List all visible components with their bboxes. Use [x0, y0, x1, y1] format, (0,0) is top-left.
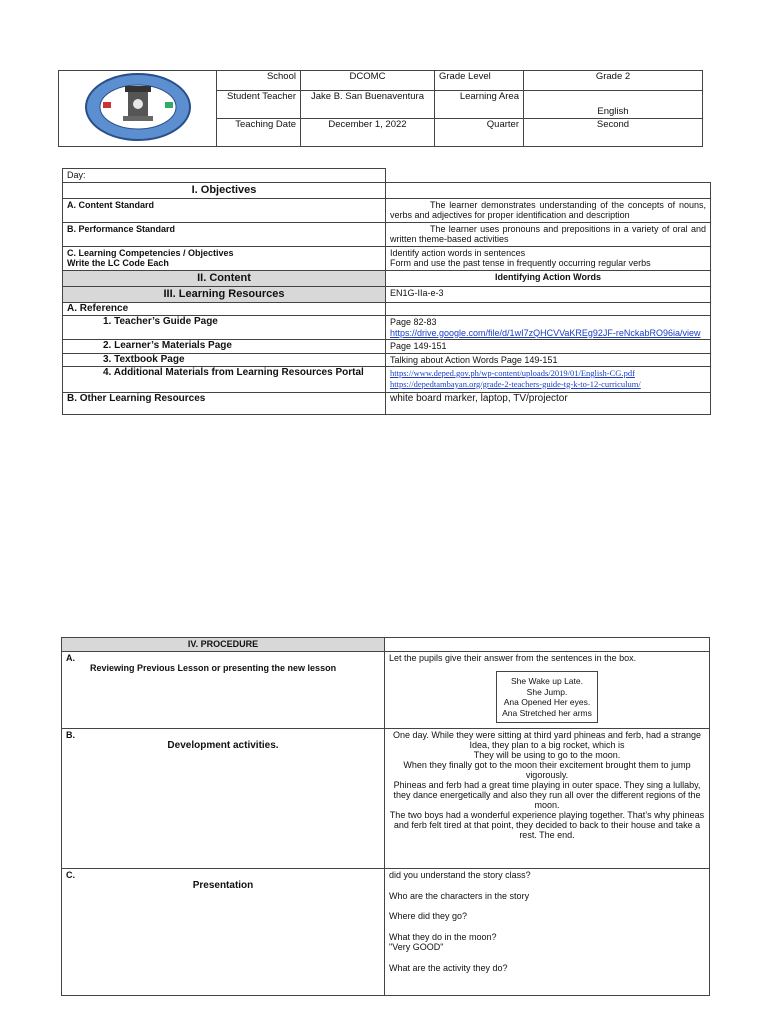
- content-standard-value: The learner demonstrates understanding of the concepts of nouns, verbs and adjectives for proper identification and description: [386, 198, 711, 222]
- teachers-guide-link[interactable]: https://drive.google.com/file/d/1wI7zQHCVVaKREg92JF-reNckabRO96ia/view: [390, 327, 701, 338]
- box-sentence: She Wake up Late.: [511, 676, 583, 686]
- additional-materials-value: [386, 367, 711, 393]
- grade-level-value: Grade 2: [524, 71, 703, 91]
- question: did you understand the story class?: [389, 870, 531, 880]
- additional-materials-link-2[interactable]: https://depedtambayan.org/grade-2-teachers-guide-tg-k-to-12-curriculum/: [390, 378, 641, 389]
- school-logo-cell: [59, 71, 217, 147]
- procedure-b-label-cell: [62, 729, 385, 869]
- story-line: When they finally got to the moon their excitement brought them to jump vigorously.: [403, 760, 691, 780]
- procedure-a-content: [385, 651, 710, 729]
- box-sentence: Ana Opened Her eyes.: [503, 697, 591, 707]
- teachers-guide-label: 1. Teacher’s Guide Page: [63, 316, 386, 340]
- question: What are the activity they do?: [389, 962, 508, 973]
- textbook-value: Talking about Action Words Page 149-151: [386, 353, 711, 367]
- procedure-a-letter: A.: [66, 652, 75, 663]
- content-standard-label: A. Content Standard: [63, 198, 386, 222]
- resources-code: EN1G-IIa-e-3: [386, 286, 711, 302]
- praise-text: "Very GOOD": [389, 942, 444, 952]
- content-section-title: II. Content: [63, 270, 386, 286]
- content-value: Identifying Action Words: [386, 270, 711, 286]
- competency-2: Form and use the past tense in frequently occurring regular verbs: [390, 258, 651, 268]
- quarter-value: Second: [524, 119, 703, 147]
- competencies-label-line1: C. Learning Competencies / Objectives: [67, 247, 234, 258]
- teachers-guide-value: [386, 316, 711, 340]
- question: What they do in the moon?: [389, 931, 497, 942]
- procedure-a-label-cell: [62, 651, 385, 729]
- procedure-table: [61, 637, 710, 996]
- presentation-questions: [385, 869, 710, 996]
- learning-area-label: Learning Area: [435, 91, 524, 119]
- performance-standard-label: B. Performance Standard: [63, 222, 386, 246]
- competencies-label-line2: Write the LC Code Each: [67, 258, 169, 268]
- story-line: One day. While they were sitting at third yard phineas and ferb, had a strange: [392, 730, 701, 740]
- competency-1: Identify action words in sentences: [390, 247, 526, 258]
- teaching-date-label: Teaching Date: [217, 119, 301, 147]
- development-story: [385, 729, 710, 869]
- story-line: The two boys had a wonderful experience playing together. That’s why phineas and ferb felt tired at that point, they decided to back to their house and take a rest. The end.: [389, 810, 705, 840]
- objectives-table: [62, 168, 711, 415]
- question: Where did they go?: [389, 911, 468, 921]
- school-seal-logo: [83, 72, 193, 142]
- school-value: DCOMC: [301, 71, 435, 91]
- procedure-c-label: Presentation: [192, 879, 254, 891]
- grade-level-label: Grade Level: [435, 71, 524, 91]
- school-label: School: [217, 71, 301, 91]
- day-label: Day:: [63, 169, 386, 183]
- procedure-b-letter: B.: [66, 730, 75, 740]
- other-resources-label: B. Other Learning Resources: [63, 393, 386, 415]
- reference-label: A. Reference: [63, 302, 386, 316]
- story-line: They will be using to go to the moon.: [473, 750, 621, 760]
- teachers-guide-page: Page 82-83: [390, 317, 437, 327]
- box-sentence: She Jump.: [526, 686, 568, 697]
- procedure-c-letter: C.: [66, 870, 75, 880]
- textbook-label: 3. Textbook Page: [63, 353, 386, 367]
- header-table: [58, 70, 703, 147]
- additional-materials-label: 4. Additional Materials from Learning Resources Portal: [63, 367, 386, 393]
- student-teacher-label: Student Teacher: [217, 91, 301, 119]
- learners-materials-label: 2. Learner’s Materials Page: [63, 340, 386, 354]
- performance-standard-value: The learner uses pronouns and prepositions in a variety of oral and written theme-based activities: [386, 222, 711, 246]
- quarter-label: Quarter: [435, 119, 524, 147]
- additional-materials-link-1[interactable]: https://www.deped.gov.ph/wp-content/uploads/2019/01/English-CG.pdf: [390, 368, 635, 378]
- sentences-box: [496, 671, 598, 723]
- student-teacher-value: Jake B. San Buenaventura: [301, 91, 435, 119]
- resources-section-title: III. Learning Resources: [63, 286, 386, 302]
- competencies-label: [63, 246, 386, 270]
- competencies-value: [386, 246, 711, 270]
- learning-area-value: English: [524, 91, 703, 119]
- procedure-a-instruction: Let the pupils give their answer from the sentences in the box.: [389, 652, 637, 663]
- question: Who are the characters in the story: [389, 890, 530, 901]
- teaching-date-value: December 1, 2022: [301, 119, 435, 147]
- story-line: Idea, they plan to a big rocket, which is: [469, 740, 625, 750]
- procedure-b-label: Development activities.: [167, 739, 279, 751]
- procedure-a-label: Reviewing Previous Lesson or presenting the new lesson: [90, 663, 337, 673]
- objectives-section-title: I. Objectives: [63, 182, 386, 198]
- box-sentence: Ana Stretched her arms: [502, 707, 592, 718]
- other-resources-value: white board marker, laptop, TV/projector: [386, 393, 711, 415]
- procedure-c-label-cell: [62, 869, 385, 996]
- story-line: Phineas and ferb had a great time playing in outer space. They sing a lullaby, they dance energetically and also they run all over the different regions of the moon.: [393, 780, 701, 810]
- procedure-title: IV. PROCEDURE: [62, 638, 385, 652]
- learners-materials-value: Page 149-151: [386, 340, 711, 354]
